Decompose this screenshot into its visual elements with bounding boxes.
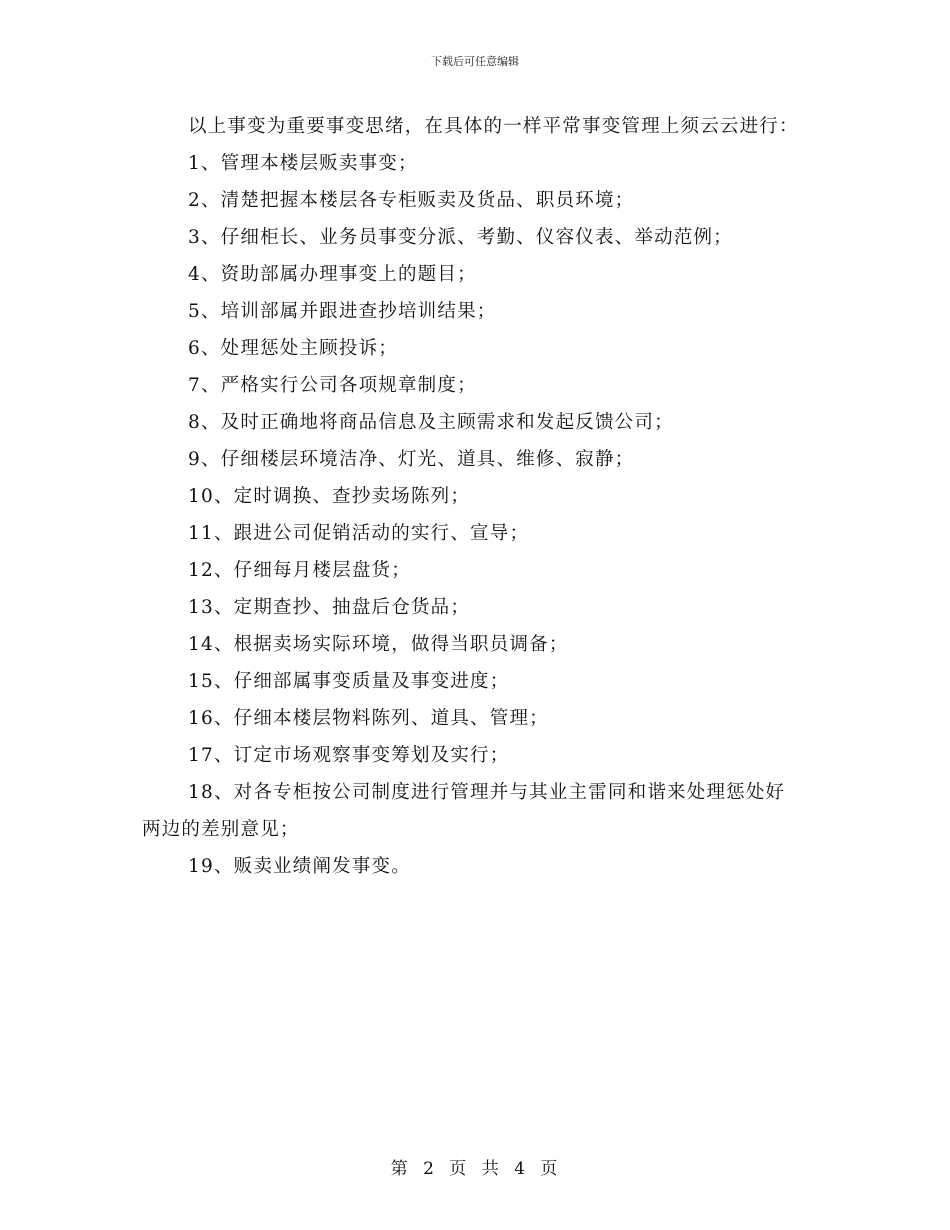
list-item: 14、根据卖场实际环境，做得当职员调备； — [188, 634, 569, 655]
list-item: 17、订定市场观察事变筹划及实行； — [188, 745, 510, 766]
intro-paragraph: 以上事变为重要事变思绪，在具体的一样平常事变管理上须云云进行： — [188, 116, 799, 137]
list-item: 8、及时正确地将商品信息及主顾需求和发起反馈公司； — [188, 412, 674, 433]
list-item: 18、对各专柜按公司制度进行管理并与其业主雷同和谐来处理惩处好两边的差别意见； — [142, 782, 786, 840]
list-item: 1、管理本楼层贩卖事变； — [188, 153, 418, 174]
document-body — [142, 108, 802, 885]
list-item: 16、仔细本楼层物料陈列、道具、管理； — [188, 708, 549, 729]
list-item: 11、跟进公司促销活动的实行、宣导； — [188, 523, 530, 544]
list-item: 9、仔细楼层环境洁净、灯光、道具、维修、寂静； — [188, 449, 635, 470]
list-item: 15、仔细部属事变质量及事变进度； — [188, 671, 510, 692]
list-item: 13、定期查抄、抽盘后仓货品； — [188, 597, 471, 618]
list-item: 6、处理惩处主顾投诉； — [188, 338, 398, 359]
list-item: 2、清楚把握本楼层各专柜贩卖及货品、职员环境； — [188, 190, 635, 211]
list-item: 10、定时调换、查抄卖场陈列； — [188, 486, 471, 507]
list-item: 12、仔细每月楼层盘货； — [188, 560, 411, 581]
list-item: 19、贩卖业绩阐发事变。 — [188, 856, 411, 877]
list-item: 5、培训部属并跟进查抄培训结果； — [188, 301, 497, 322]
list-item: 3、仔细柜长、业务员事变分派、考勤、仪容仪表、举动范例； — [188, 227, 733, 248]
page-header: 下载后可任意编辑 — [431, 55, 519, 68]
list-item: 7、严格实行公司各项规章制度； — [188, 375, 477, 396]
list-item: 4、资助部属办理事变上的题目； — [188, 264, 477, 285]
page-footer: 第 2 页 共 4 页 — [390, 1159, 560, 1179]
